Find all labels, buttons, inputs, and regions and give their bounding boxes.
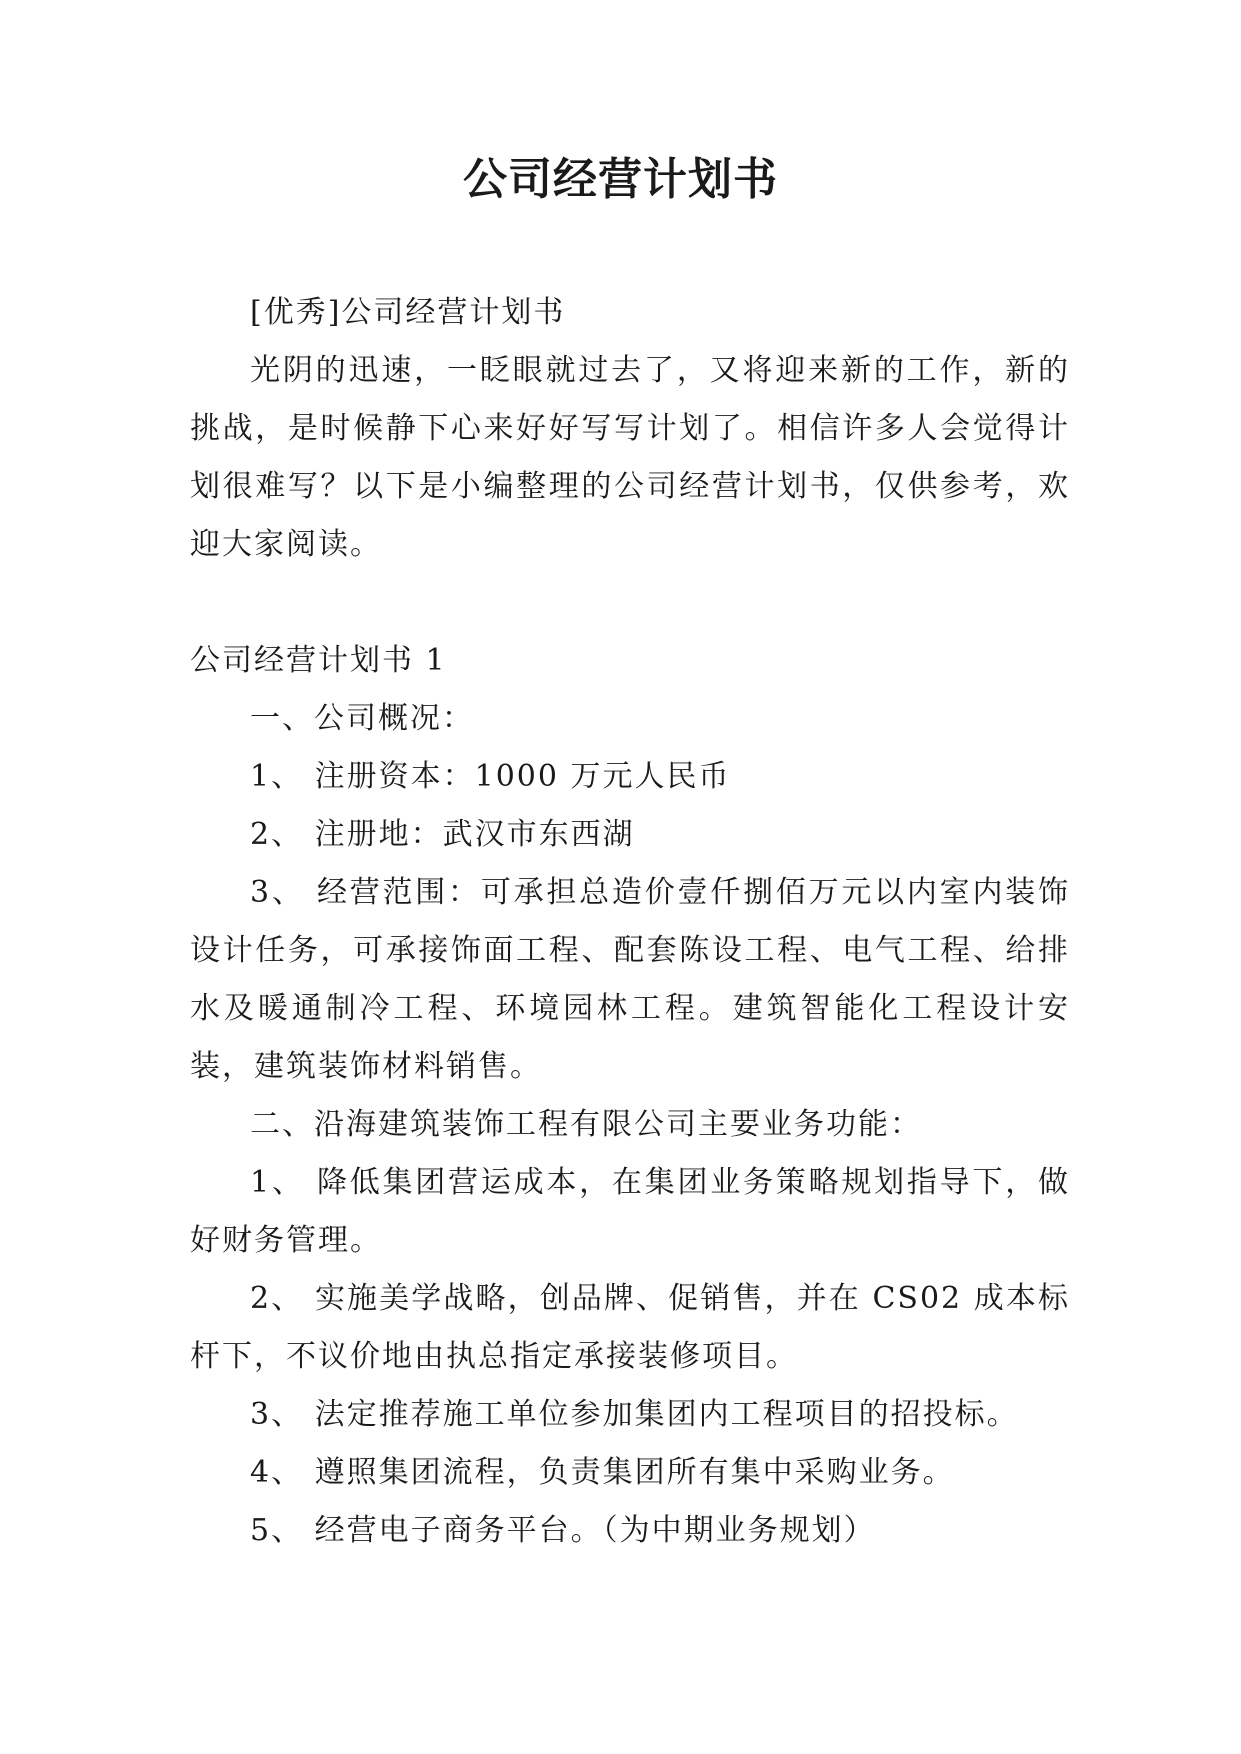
section-title: 公司经营计划书 1	[190, 643, 447, 678]
function-item-cost: 1、 降低集团营运成本，在集团业务策略规划指导下，做好财务管理。	[190, 1165, 1070, 1258]
document-title: 公司经营计划书	[463, 154, 778, 205]
document-body	[190, 284, 1070, 1560]
functions-heading: 二、沿海建筑装饰工程有限公司主要业务功能：	[250, 1107, 922, 1142]
overview-item-location: 2、 注册地：武汉市东西湖	[250, 817, 635, 852]
overview-heading: 一、公司概况：	[250, 701, 474, 736]
subtitle-paragraph: [优秀]公司经营计划书	[250, 295, 566, 330]
intro-paragraph: 光阴的迅速，一眨眼就过去了，又将迎来新的工作，新的挑战，是时候静下心来好好写写计划了。相信许多人会觉得计划很难写？以下是小编整理的公司经营计划书，仅供参考，欢迎大家阅读。	[190, 353, 1070, 562]
function-item-brand: 2、 实施美学战略，创品牌、促销售，并在 CS02 成本标杆下，不议价地由执总指定承接装修项目。	[190, 1281, 1070, 1374]
overview-item-capital: 1、 注册资本：1000 万元人民币	[250, 759, 731, 794]
function-item-bidding: 3、 法定推荐施工单位参加集团内工程项目的招投标。	[250, 1397, 1019, 1432]
function-item-ecommerce: 5、 经营电子商务平台。（为中期业务规划）	[250, 1513, 876, 1548]
overview-item-scope: 3、 经营范围：可承担总造价壹仟捌佰万元以内室内装饰设计任务，可承接饰面工程、配套陈设工程、电气工程、给排水及暖通制冷工程、环境园林工程。建筑智能化工程设计安装，建筑装饰材料销售。	[190, 875, 1070, 1084]
function-item-procurement: 4、 遵照集团流程，负责集团所有集中采购业务。	[250, 1455, 955, 1490]
